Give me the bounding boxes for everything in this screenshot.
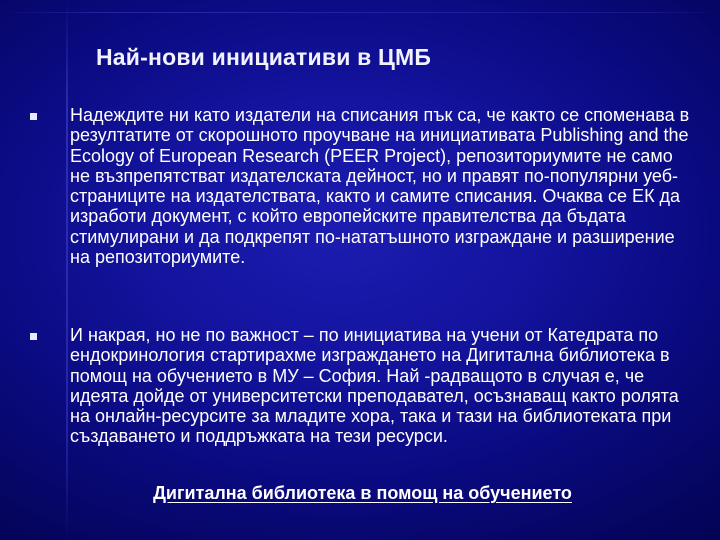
digital-library-link[interactable]: Дигитална библиотека в помощ на обучението bbox=[153, 483, 572, 503]
bullet-text-2: И накрая, но не по важност – по инициатива на учени от Катедрата по ендокринология стартирахме изграждането на Дигитална библиотека в помощ на обучението в МУ – София. Най -радващото в случая е, че идеята дойде от университетски преподавател, осъзнаващ както ролята на онлайн-ресурсите за младите хора, така и тази на библиотеката при създаването и поддръжката на тези ресурси. bbox=[70, 325, 679, 447]
decorative-horizontal-line bbox=[0, 12, 720, 13]
bullet-text-1: Надеждите ни като издатели на списания пък са, че както се споменава в резултатите от скорошното проучване на инициативата Publishing and the Ecology of European Research (PEER Project), репозиториумите не само не възпрепятстват издателската дейност, но и правят по-популярни уеб-страниците на издателствата, както и самите списания. Очаква се ЕК да изработи документ, с който европейските правителства да бъдата стимулирани и да подкрепят по-нататъшното изграждане и разширение на репозиториумите. bbox=[70, 105, 690, 268]
square-bullet-icon bbox=[30, 113, 37, 120]
slide-title: Най-нови инициативи в ЦМБ bbox=[96, 44, 432, 70]
decorative-vertical-line bbox=[66, 0, 68, 540]
square-bullet-icon bbox=[30, 333, 37, 340]
